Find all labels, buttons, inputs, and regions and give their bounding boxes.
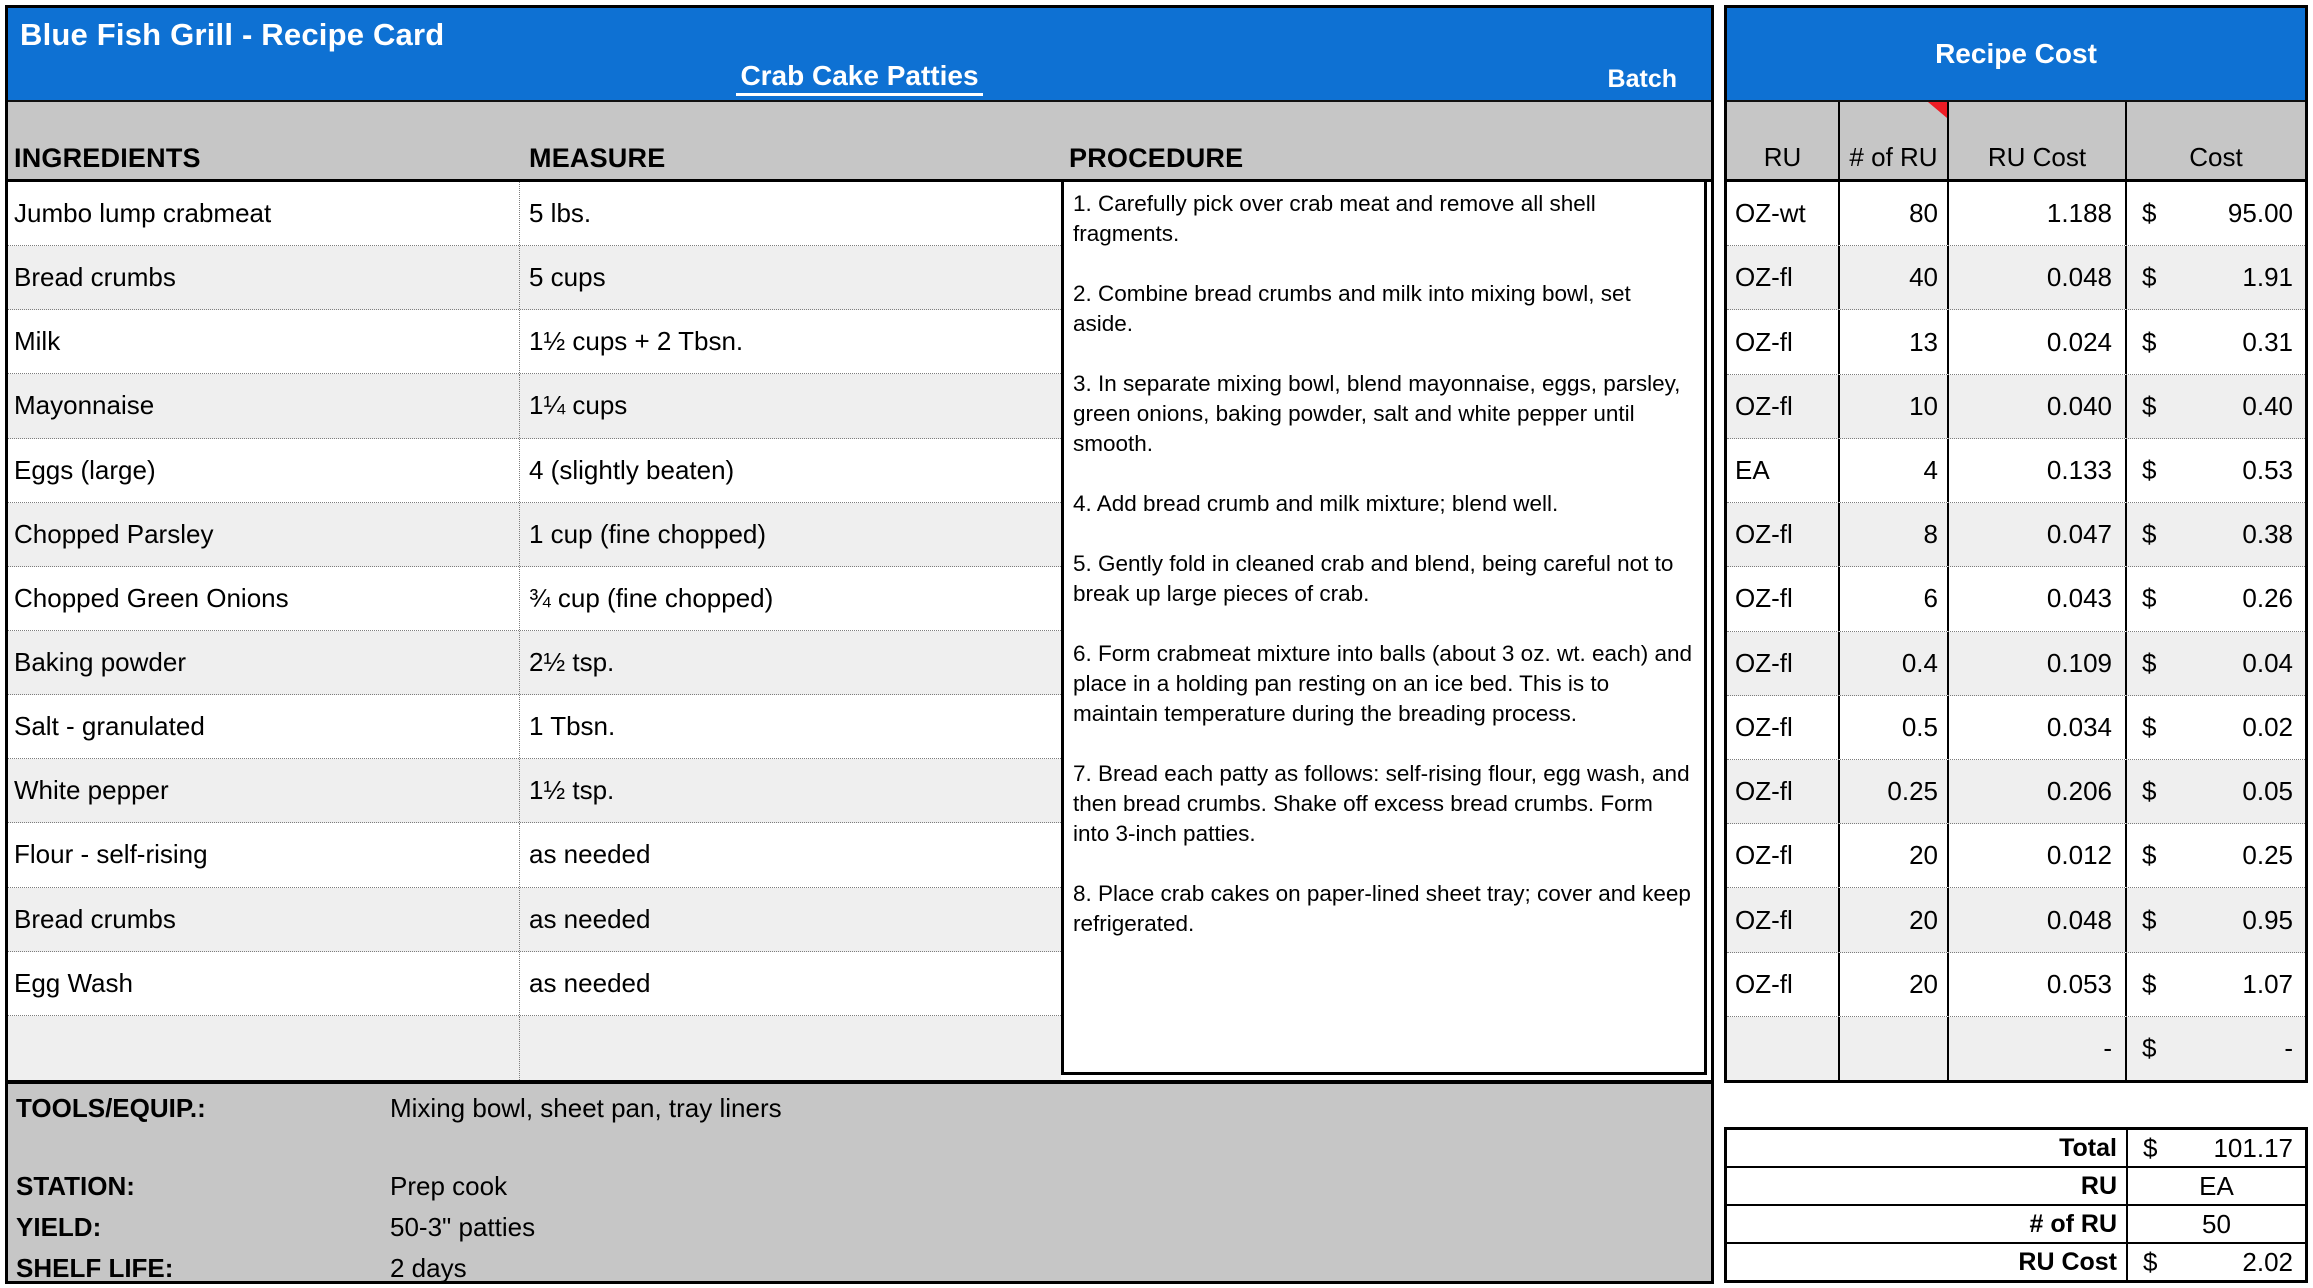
summary-value[interactable] [2128, 1168, 2305, 1204]
cost-cell[interactable] [2127, 246, 2305, 309]
ingredient-cell[interactable]: Bread crumbs [8, 888, 520, 951]
currency-symbol: $ [2142, 968, 2157, 999]
meta-value[interactable]: Prep cook [390, 1171, 508, 1201]
cost-cell[interactable] [2127, 182, 2305, 245]
cost-amount: - [2284, 1032, 2293, 1063]
cost-amount: 1.07 [2242, 968, 2293, 999]
measure-cell[interactable]: as needed [529, 967, 651, 998]
cost-cell[interactable] [2127, 439, 2305, 502]
cost-table-row [1727, 246, 2305, 310]
ingredient-row-stripe [8, 567, 1061, 631]
cost-table-row [1727, 439, 2305, 503]
ingredient-row-stripe [8, 1016, 1061, 1080]
ru-cell[interactable]: OZ-fl [1727, 632, 1840, 695]
measure-cell[interactable]: 1 cup (fine chopped) [529, 518, 767, 549]
cost-cell[interactable] [2127, 503, 2305, 566]
summary-value[interactable] [2128, 1206, 2305, 1242]
ru-cell[interactable]: OZ-fl [1727, 310, 1840, 373]
ingredients-table-column-headers [8, 102, 1711, 182]
meta-value[interactable]: 50-3" patties [390, 1212, 536, 1242]
ru-cell[interactable]: EA [1727, 439, 1840, 502]
cost-amount: 0.02 [2242, 711, 2293, 742]
ru-cell[interactable]: OZ-fl [1727, 567, 1840, 630]
ru-cell[interactable]: OZ-fl [1727, 246, 1840, 309]
ingredient-row-stripe [8, 759, 1061, 823]
ru-cost-cell[interactable]: 0.048 [1949, 888, 2127, 951]
ru-cost-cell[interactable]: 0.206 [1949, 760, 2127, 823]
procedure-step: 8. Place crab cakes on paper-lined sheet tray; cover and keep refrigerated. [1073, 881, 1691, 936]
measure-cell[interactable]: 5 cups [529, 262, 606, 293]
ingredient-cell[interactable]: Salt - granulated [8, 695, 520, 758]
cost-cell[interactable] [2127, 696, 2305, 759]
cost-amount: 0.40 [2242, 390, 2293, 421]
num-ru-cell[interactable]: 0.4 [1840, 632, 1949, 695]
summary-label: RU Cost [1727, 1244, 2128, 1280]
ingredient-cell[interactable] [8, 1016, 520, 1080]
ingredient-row-stripe [8, 695, 1061, 759]
ru-cell[interactable]: OZ-fl [1727, 696, 1840, 759]
currency-symbol: $ [2142, 1032, 2157, 1063]
cost-table-row [1727, 1017, 2305, 1080]
num-ru-cell[interactable]: 0.5 [1840, 696, 1949, 759]
procedure-step: 7. Bread each patty as follows: self-rising flour, egg wash, and then bread crumbs. Shake off excess bread crumbs. Form into 3-inch patties. [1073, 761, 1690, 846]
ingredient-cell[interactable]: Flour - self-rising [8, 823, 520, 886]
measure-cell[interactable]: 4 (slightly beaten) [529, 454, 735, 485]
cost-cell[interactable] [2127, 888, 2305, 951]
meta-row [16, 1091, 1711, 1125]
ingredient-row-stripe [8, 888, 1061, 952]
ru-cost-cell[interactable]: 0.053 [1949, 953, 2127, 1016]
currency-symbol: $ [2142, 198, 2157, 229]
column-header-ingredients: INGREDIENTS [14, 143, 201, 173]
ingredient-row-stripe [8, 503, 1061, 567]
measure-cell[interactable]: as needed [529, 903, 651, 934]
cost-table-row [1727, 310, 2305, 374]
ru-cost-cell[interactable]: 0.012 [1949, 824, 2127, 887]
cost-cell[interactable] [2127, 310, 2305, 373]
ingredient-cell[interactable]: White pepper [8, 759, 520, 822]
currency-symbol: $ [2142, 262, 2157, 293]
cost-cell[interactable] [2127, 632, 2305, 695]
meta-value[interactable]: Mixing bowl, sheet pan, tray liners [390, 1093, 782, 1123]
page-title: Blue Fish Grill - Recipe Card [20, 17, 445, 52]
cost-table-row [1727, 182, 2305, 246]
cost-cell[interactable] [2127, 824, 2305, 887]
ingredient-cell[interactable]: Milk [8, 310, 520, 373]
cost-table-row [1727, 632, 2305, 696]
ingredient-cell[interactable]: Mayonnaise [8, 374, 520, 437]
cost-table-header [1727, 8, 2305, 102]
ru-cost-cell[interactable]: 0.109 [1949, 632, 2127, 695]
ingredient-row-stripe [8, 952, 1061, 1016]
cost-amount: 0.38 [2242, 519, 2293, 550]
ingredient-row-stripe [8, 246, 1061, 310]
num-ru-cell[interactable] [1840, 1017, 1949, 1080]
cost-amount: 1.91 [2242, 262, 2293, 293]
meta-row [16, 1169, 1711, 1203]
measure-cell[interactable]: 1¼ cups [529, 390, 628, 421]
currency-symbol: $ [2143, 1132, 2158, 1163]
measure-cell[interactable]: 1½ cups + 2 Tbsn. [529, 326, 744, 357]
ingredient-row-stripe [8, 182, 1061, 246]
num-ru-cell[interactable]: 8 [1840, 503, 1949, 566]
ru-cell[interactable] [1727, 1017, 1840, 1080]
cost-amount: 0.95 [2242, 904, 2293, 935]
ru-cell[interactable]: OZ-fl [1727, 953, 1840, 1016]
summary-amount: EA [2199, 1170, 2234, 1201]
ingredient-cell[interactable]: Baking powder [8, 631, 520, 694]
cost-table-row [1727, 888, 2305, 952]
summary-amount: 50 [2202, 1208, 2231, 1239]
measure-cell[interactable]: as needed [529, 839, 651, 870]
measure-cell[interactable] [520, 1016, 1061, 1080]
currency-symbol: $ [2142, 711, 2157, 742]
summary-amount: 2.02 [2242, 1246, 2293, 1277]
currency-symbol: $ [2142, 390, 2157, 421]
procedure-step: 5. Gently fold in cleaned crab and blend, being careful not to break up large pieces of crab. [1073, 551, 1674, 606]
cost-table-row [1727, 696, 2305, 760]
ingredient-row-stripe [8, 823, 1061, 887]
ru-cost-cell[interactable]: 0.043 [1949, 567, 2127, 630]
cost-table-row [1727, 760, 2305, 824]
cost-amount: 0.31 [2242, 326, 2293, 357]
comment-indicator-icon [1928, 102, 1947, 118]
ru-cost-cell[interactable]: 0.024 [1949, 310, 2127, 373]
ru-cost-cell[interactable]: 0.048 [1949, 246, 2127, 309]
ingredient-cell[interactable]: Chopped Parsley [8, 503, 520, 566]
ingredient-row-stripe [8, 374, 1061, 438]
cost-table-row [1727, 953, 2305, 1017]
currency-symbol: $ [2142, 583, 2157, 614]
currency-symbol: $ [2142, 647, 2157, 678]
currency-symbol: $ [2143, 1246, 2158, 1277]
ru-cost-cell[interactable]: 0.034 [1949, 696, 2127, 759]
column-header-ru-cost: RU Cost [1949, 102, 2127, 179]
cost-cell[interactable] [2127, 375, 2305, 438]
currency-symbol: $ [2142, 904, 2157, 935]
cost-table-row [1727, 567, 2305, 631]
batch-label: Batch [1607, 65, 1677, 93]
ingredient-row-stripe [8, 310, 1061, 374]
ingredient-cell[interactable]: Bread crumbs [8, 246, 520, 309]
column-header-num-ru [1840, 102, 1949, 179]
cost-table-row [1727, 503, 2305, 567]
summary-amount: 101.17 [2213, 1132, 2293, 1163]
recipe-subtitle-row [8, 60, 1711, 96]
ru-cost-cell[interactable]: 0.040 [1949, 375, 2127, 438]
meta-row [16, 1210, 1711, 1244]
summary-label: RU [1727, 1168, 2128, 1204]
num-ru-cell[interactable]: 4 [1840, 439, 1949, 502]
measure-cell[interactable]: 1 Tbsn. [529, 711, 616, 742]
cost-amount: 0.04 [2242, 647, 2293, 678]
currency-symbol: $ [2142, 776, 2157, 807]
column-header-cost: Cost [2189, 142, 2243, 172]
currency-symbol: $ [2142, 454, 2157, 485]
ingredient-cell[interactable]: Chopped Green Onions [8, 567, 520, 630]
summary-value[interactable] [2128, 1244, 2305, 1280]
meta-row [16, 1251, 1711, 1285]
currency-symbol: $ [2142, 840, 2157, 871]
ingredient-cell[interactable]: Eggs (large) [8, 439, 520, 502]
ingredients-rows-area [8, 182, 1711, 1080]
measure-cell[interactable]: ¾ cup (fine chopped) [529, 582, 774, 613]
cost-amount: 0.26 [2242, 583, 2293, 614]
recipe-cost-table [1724, 5, 2308, 1083]
ru-cell[interactable]: OZ-fl [1727, 375, 1840, 438]
cost-table-row [1727, 375, 2305, 439]
num-ru-cell[interactable]: 13 [1840, 310, 1949, 373]
num-ru-cell[interactable]: 6 [1840, 567, 1949, 630]
num-ru-cell[interactable]: 10 [1840, 375, 1949, 438]
measure-cell[interactable]: 2½ tsp. [529, 647, 615, 678]
recipe-card-header [8, 8, 1711, 102]
column-header-num-ru-label: # of RU [1849, 142, 1938, 172]
meta-label: TOOLS/EQUIP.: [16, 1093, 206, 1123]
summary-row [1727, 1244, 2305, 1280]
ru-cell[interactable]: OZ-fl [1727, 888, 1840, 951]
meta-label: YIELD: [16, 1212, 102, 1242]
measure-cell[interactable]: 1½ tsp. [529, 775, 615, 806]
cost-amount: 95.00 [2227, 198, 2293, 229]
procedure-step: 6. Form crabmeat mixture into balls (about 3 oz. wt. each) and place in a holding pan resting on an ice bed. This is to maintain temperature during the breading process. [1073, 641, 1693, 726]
cost-amount: 0.25 [2242, 840, 2293, 871]
recipe-card [5, 5, 1714, 1284]
procedure-step: 1. Carefully pick over crab meat and remove all shell fragments. [1073, 191, 1596, 246]
summary-label: # of RU [1727, 1206, 2128, 1242]
ru-cost-cell[interactable]: 0.133 [1949, 439, 2127, 502]
num-ru-cell[interactable]: 20 [1840, 888, 1949, 951]
recipe-name[interactable]: Crab Cake Patties [736, 60, 982, 96]
cost-amount: 0.53 [2242, 454, 2293, 485]
ru-cell[interactable]: OZ-fl [1727, 824, 1840, 887]
ru-cell[interactable]: OZ-fl [1727, 760, 1840, 823]
cost-rows-area [1727, 182, 2305, 1080]
cost-summary-table [1724, 1127, 2308, 1283]
num-ru-cell[interactable]: 40 [1840, 246, 1949, 309]
meta-value[interactable]: 2 days [390, 1253, 467, 1283]
num-ru-cell[interactable]: 0.25 [1840, 760, 1949, 823]
cost-cell[interactable] [2127, 1017, 2305, 1080]
ru-cost-cell[interactable]: 1.188 [1949, 182, 2127, 245]
summary-row [1727, 1168, 2305, 1206]
ingredient-cell[interactable]: Egg Wash [8, 952, 520, 1015]
ru-cost-cell[interactable]: - [1949, 1017, 2127, 1080]
procedure-step: 4. Add bread crumb and milk mixture; blend well. [1073, 491, 1559, 516]
ingredient-cell[interactable]: Jumbo lump crabmeat [8, 182, 520, 245]
procedure-step: 2. Combine bread crumbs and milk into mixing bowl, set aside. [1073, 281, 1631, 336]
cost-table-row [1727, 824, 2305, 888]
column-header-ru: RU [1727, 102, 1840, 179]
cost-cell[interactable] [2127, 567, 2305, 630]
recipe-meta-section [8, 1080, 1711, 1281]
cost-table-title: Recipe Cost [1935, 38, 2097, 69]
cost-amount: 0.05 [2242, 776, 2293, 807]
summary-row [1727, 1206, 2305, 1244]
meta-label: SHELF LIFE: [16, 1253, 174, 1283]
procedure-step: 3. In separate mixing bowl, blend mayonnaise, eggs, parsley, green onions, baking powder, salt and white pepper until smooth. [1073, 371, 1681, 456]
num-ru-cell[interactable]: 20 [1840, 953, 1949, 1016]
measure-cell[interactable]: 5 lbs. [529, 198, 592, 229]
column-header-procedure: PROCEDURE [1069, 143, 1244, 173]
ru-cell[interactable]: OZ-fl [1727, 503, 1840, 566]
currency-symbol: $ [2142, 519, 2157, 550]
summary-value[interactable] [2128, 1130, 2305, 1166]
cost-table-column-headers [1727, 102, 2305, 182]
ru-cost-cell[interactable]: 0.047 [1949, 503, 2127, 566]
ru-cell[interactable]: OZ-wt [1727, 182, 1840, 245]
cost-cell[interactable] [2127, 760, 2305, 823]
ingredient-row-stripe [8, 439, 1061, 503]
ingredient-row-stripe [8, 631, 1061, 695]
num-ru-cell[interactable]: 20 [1840, 824, 1949, 887]
currency-symbol: $ [2142, 326, 2157, 357]
column-header-measure: MEASURE [529, 143, 666, 173]
summary-row [1727, 1130, 2305, 1168]
summary-label: Total [1727, 1130, 2128, 1166]
meta-label: STATION: [16, 1171, 135, 1201]
num-ru-cell[interactable]: 80 [1840, 182, 1949, 245]
procedure-text-box[interactable] [1061, 179, 1707, 1075]
cost-cell[interactable] [2127, 953, 2305, 1016]
